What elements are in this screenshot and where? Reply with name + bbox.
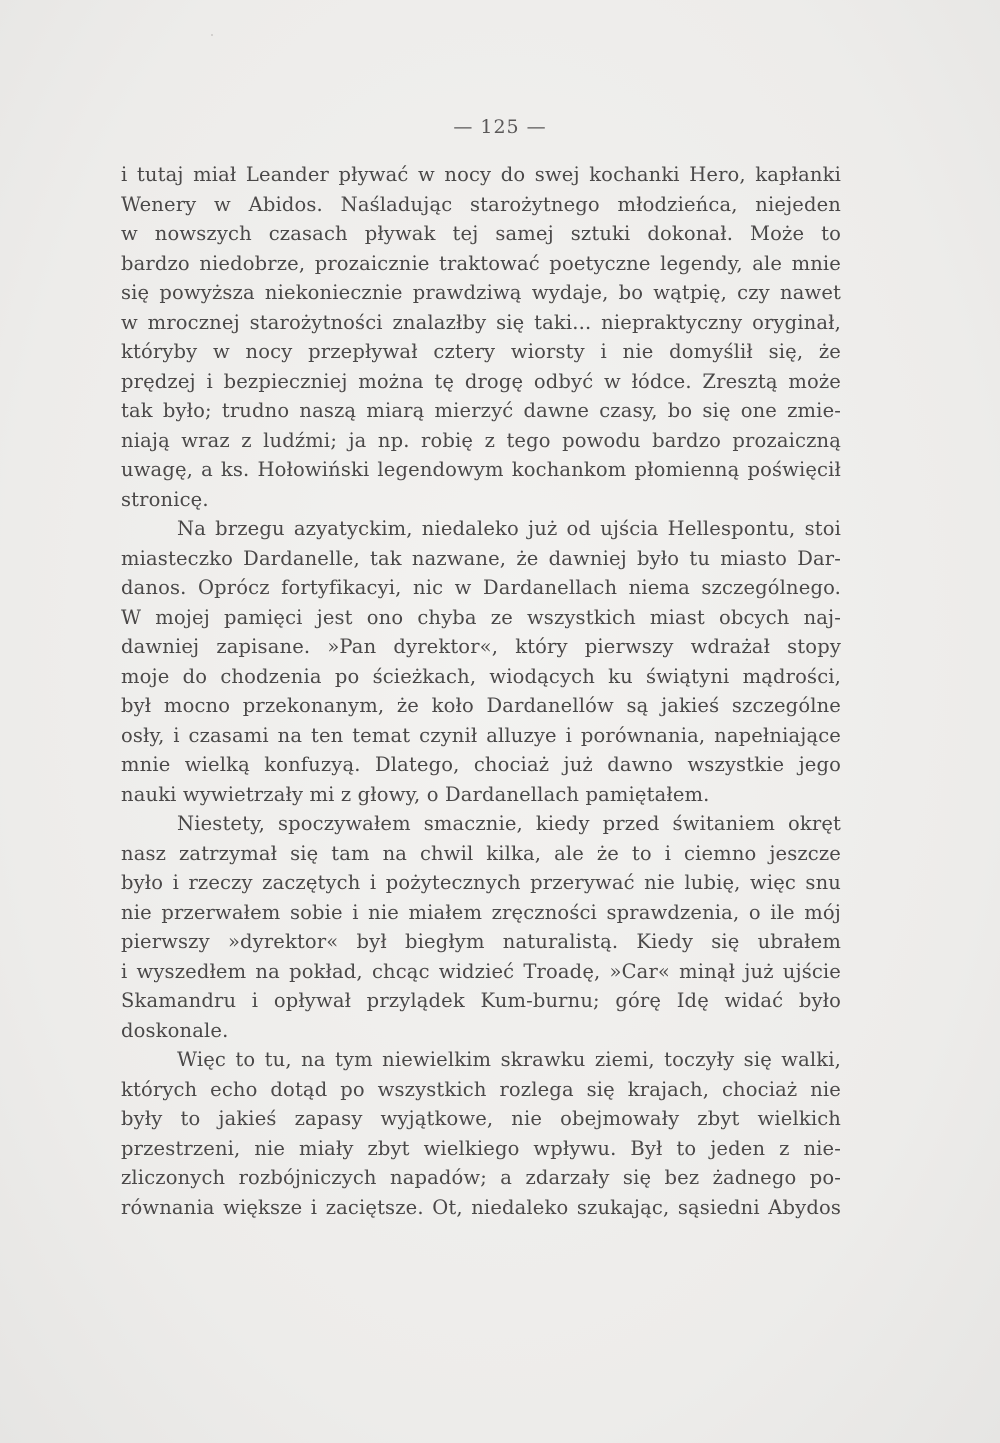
text-line: doskonale. (121, 1018, 229, 1042)
text-line: Skamandru i opływał przylądek Kum-burnu; górę Idę widać było (121, 989, 841, 1012)
text-line: były to jakieś zapasy wyjątkowe, nie obejmowały zbyt wielkich (121, 1107, 841, 1130)
text-line: W mojej pamięci jest ono chyba ze wszystkich miast obcych naj- (121, 605, 841, 629)
text-line: w mrocznej starożytności znalazłby się taki... niepraktyczny oryginał, (121, 310, 841, 334)
text-line: bardzo niedobrze, prozaicznie traktować poetyczne legendy, ale mnie (121, 251, 841, 275)
text-line: uwagę, a ks. Hołowiński legendowym kochankom płomienną poświęcił (121, 458, 841, 481)
text-line: któryby w nocy przepływał cztery wiorsty i nie domyślił się, że (121, 340, 841, 363)
text-line: Więc to tu, na tym niewielkim skrawku ziemi, toczyły się walki, (177, 1048, 841, 1071)
text-line: w nowszych czasach pływak tej samej sztuki dokonał. Może to (121, 222, 841, 245)
text-line: i tutaj miał Leander pływać w nocy do swej kochanki Hero, kapłanki (121, 163, 841, 186)
body-text (121, 160, 841, 1222)
text-line: niają wraz z ludźmi; ja np. robię z tego powodu bardzo prozaiczną (121, 428, 841, 452)
text-line: się powyższa niekoniecznie prawdziwą wydaje, bo wątpię, czy nawet (121, 281, 841, 304)
text-line: mnie wielką konfuzyą. Dlatego, chociaż już dawno wszystkie jego (121, 753, 841, 776)
text-line: i wyszedłem na pokład, chcąc widzieć Troadę, »Car« minął już ujście (121, 959, 841, 983)
text-line: tak było; trudno naszą miarą mierzyć dawne czasy, bo się one zmie- (121, 399, 841, 422)
text-line: prędzej i bezpieczniej można tę drogę odbyć w łódce. Zresztą może (121, 369, 841, 393)
paper-speck (211, 34, 213, 36)
text-line: stronicę. (121, 487, 209, 511)
text-line: nasz zatrzymał się tam na chwil kilka, ale że to i ciemno jeszcze (121, 841, 841, 865)
text-line: miasteczko Dardanelle, tak nazwane, że dawniej było tu miasto Dar- (121, 546, 841, 570)
text-line: nie przerwałem sobie i nie miałem zręczności sprawdzenia, o ile mój (121, 900, 841, 924)
text-line: nauki wywietrzały mi z głowy, o Dardanellach pamiętałem. (121, 782, 710, 806)
text-line: danos. Oprócz fortyfikacyi, nic w Dardanellach niema szczególnego. (121, 576, 841, 599)
text-line: Niestety, spoczywałem smacznie, kiedy przed świtaniem okręt (177, 812, 841, 835)
text-line: Na brzegu azyatyckim, niedaleko już od ujścia Hellespontu, stoi (177, 517, 841, 540)
text-line: osły, i czasami na ten temat czynił alluzye i porównania, napełniające (121, 723, 841, 747)
text-line: dawniej zapisane. »Pan dyrektor«, który pierwszy wdrażał stopy (121, 635, 841, 658)
text-line: był mocno przekonanym, że koło Dardanellów są jakieś szczególne (121, 694, 841, 717)
text-line: Wenery w Abidos. Naśladując starożytnego młodzieńca, niejeden (121, 192, 841, 216)
text-line: których echo dotąd po wszystkich rozlega się krajach, chociaż nie (121, 1077, 841, 1101)
text-line: było i rzeczy zaczętych i pożytecznych przerywać nie lubię, więc snu (121, 871, 841, 894)
text-line: równania większe i zaciętsze. Ot, niedaleko szukając, sąsiedni Abydos (121, 1195, 841, 1219)
page-number: — 125 — (453, 116, 547, 138)
text-line: zliczonych rozbójniczych napadów; a zdarzały się bez żadnego po- (121, 1166, 841, 1189)
text-line: pierwszy »dyrektor« był biegłym naturalistą. Kiedy się ubrałem (121, 930, 841, 953)
text-line: moje do chodzenia po ścieżkach, wiodących ku świątyni mądrości, (121, 664, 841, 688)
text-line: przestrzeni, nie miały zbyt wielkiego wpływu. Był to jeden z nie- (121, 1136, 841, 1160)
